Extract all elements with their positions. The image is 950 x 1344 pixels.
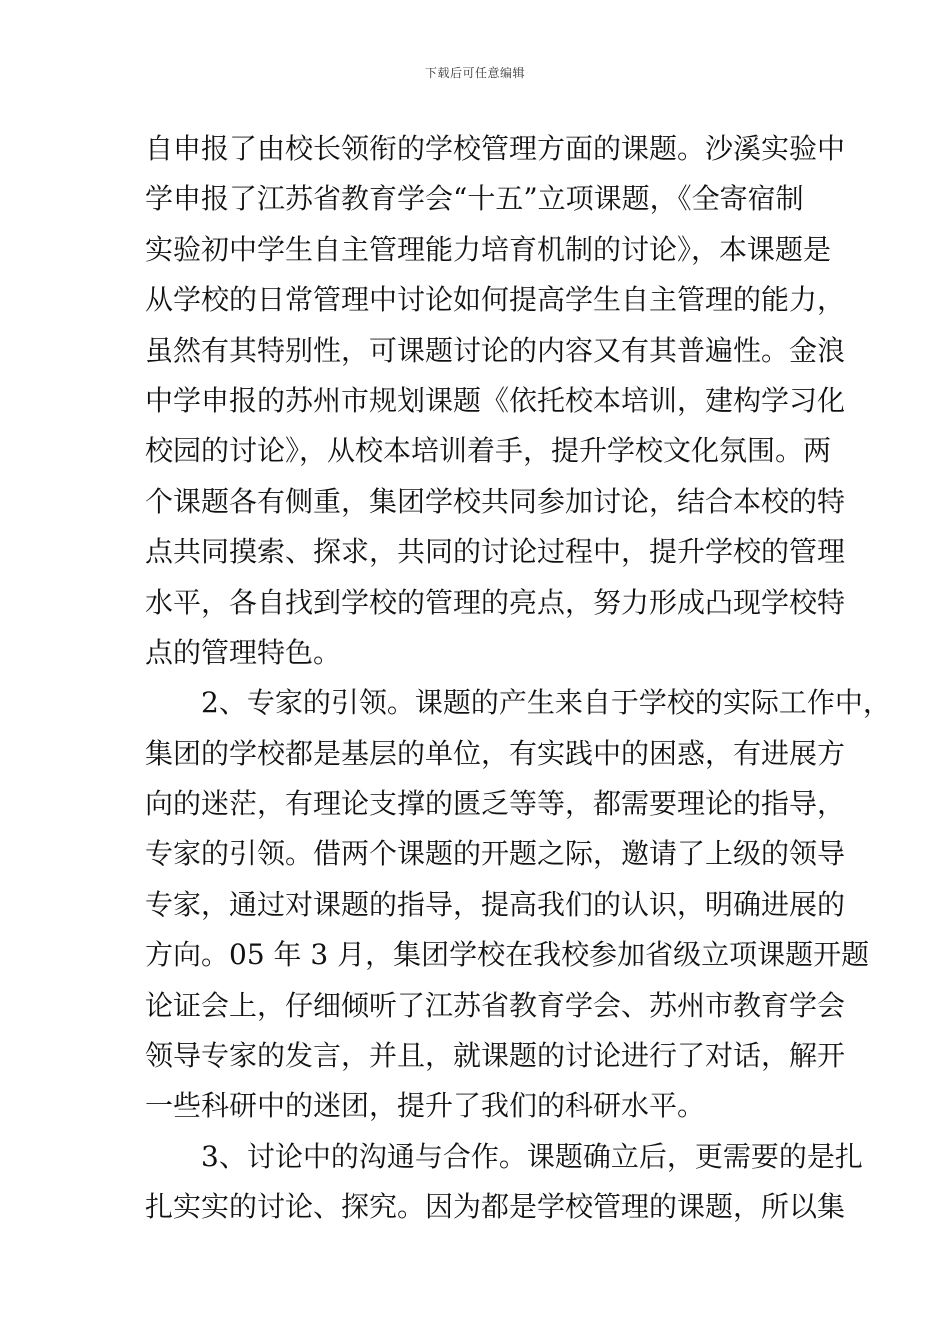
text-line: 实验初中学生自主管理能力培育机制的讨论》，本课题是 — [145, 232, 832, 266]
text-line: 校园的讨论》，从校本培训着手，提升学校文化氛围。两 — [145, 434, 832, 468]
text-line: 自申报了由校长领衔的学校管理方面的课题。沙溪实验中 — [145, 132, 846, 165]
text-line: 领导专家的发言，并且，就课题的讨论进行了对话，解开 — [145, 1039, 846, 1073]
text-line: 学申报了江苏省教育学会“十五”立项课题，《全寄宿制 — [145, 182, 804, 216]
text-line: 中学申报的苏州市规划课题《依托校本培训，建构学习化 — [145, 383, 846, 417]
text-line: 从学校的日常管理中讨论如何提高学生自主管理的能力， — [145, 283, 846, 317]
text-line: 3、讨论中的沟通与合作。课题确立后，更需要的是扎 — [145, 1139, 863, 1173]
text-line: 集团的学校都是基层的单位，有实践中的困惑，有进展方 — [145, 736, 846, 770]
text-line: 方向。05 年 3 月，集团学校在我校参加省级立项课题开题 — [145, 938, 870, 972]
text-line: 水平，各自找到学校的管理的亮点，努力形成凸现学校特 — [145, 585, 846, 619]
text-line: 专家，通过对课题的指导，提高我们的认识，明确进展的 — [145, 887, 846, 921]
text-line: 虽然有其特别性，可课题讨论的内容又有其普遍性。金浪 — [145, 333, 846, 367]
text-line: 向的迷茫，有理论支撑的匮乏等等，都需要理论的指导， — [145, 787, 846, 821]
body-text — [145, 124, 891, 1233]
text-line: 扎实实的讨论、探究。因为都是学校管理的课题，所以集 — [145, 1190, 846, 1224]
text-line: 个课题各有侧重，集团学校共同参加讨论，结合本校的特 — [145, 484, 846, 518]
text-line: 论证会上，仔细倾听了江苏省教育学会、苏州市教育学会 — [145, 988, 846, 1022]
text-line: 专家的引领。借两个课题的开题之际，邀请了上级的领导 — [145, 837, 846, 871]
text-line: 点的管理特色。 — [145, 635, 342, 669]
text-line: 一些科研中的迷团，提升了我们的科研水平。 — [145, 1089, 706, 1123]
text-line: 2、专家的引领。课题的产生来自于学校的实际工作中， — [145, 686, 891, 720]
text-line: 点共同摸索、探求，共同的讨论过程中，提升学校的管理 — [145, 535, 846, 569]
page-header: 下载后可任意编辑 — [424, 66, 525, 80]
